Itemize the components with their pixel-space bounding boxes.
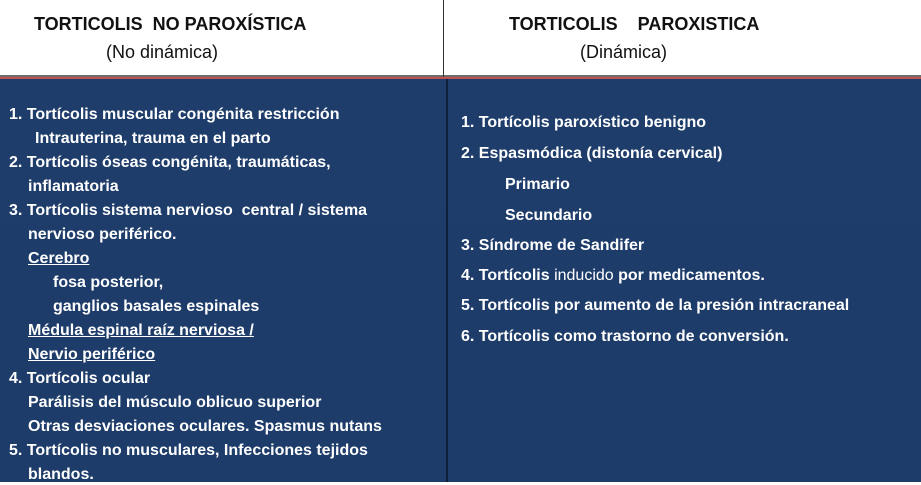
subheading-medula: Médula espinal raíz nerviosa / <box>28 322 254 339</box>
list-item: 2. Espasmódica (distonía cervical) <box>461 145 723 162</box>
right-title: TORTICOLIS PAROXISTICA <box>509 14 760 34</box>
table-header <box>0 0 921 77</box>
item-4-inducido: inducido <box>554 267 614 284</box>
list-item: 5. Tortícolis por aumento de la presión intracraneal <box>461 297 850 314</box>
item-4-prefix: 4. Tortícolis <box>461 267 555 284</box>
list-item: blandos. <box>28 466 94 483</box>
list-item: inflamatoria <box>28 178 119 195</box>
subheading-nervio: Nervio periférico <box>28 346 156 363</box>
list-item: 1. Tortícolis paroxístico benigno <box>461 114 707 131</box>
header-cell-no-paroxistica <box>0 0 443 75</box>
list-item: ganglios basales espinales <box>53 298 260 315</box>
list-item <box>461 266 765 286</box>
list-item: 5. Tortícolis no musculares, Infecciones tejidos <box>9 442 368 459</box>
header-cell-paroxistica <box>444 0 921 75</box>
list-item: 3. Tortícolis sistema nervioso central / sistema <box>9 202 368 219</box>
list-item: Parálisis del músculo oblicuo superior <box>28 394 322 411</box>
list-item: 2. Tortícolis óseas congénita, traumáticas, <box>9 154 331 171</box>
list-item: Primario <box>505 176 570 193</box>
subheading-cerebro: Cerebro <box>28 250 90 267</box>
header-separator-line <box>0 77 921 79</box>
list-item: Secundario <box>505 207 593 224</box>
right-subtitle: (Dinámica) <box>580 42 668 62</box>
list-item: 6. Tortícolis como trastorno de conversión. <box>461 328 789 345</box>
left-title: TORTICOLIS NO PAROXÍSTICA <box>34 14 307 34</box>
list-item: nervioso periférico. <box>28 226 177 243</box>
item-4-suffix: por medicamentos. <box>613 267 765 284</box>
list-item: Otras desviaciones oculares. Spasmus nutans <box>28 418 382 435</box>
list-item: 4. Tortícolis ocular <box>9 370 151 387</box>
body-divider <box>446 79 448 482</box>
left-subtitle: (No dinámica) <box>106 42 219 62</box>
list-item: 3. Síndrome de Sandifer <box>461 237 645 254</box>
list-item: Intrauterina, trauma en el parto <box>35 130 271 147</box>
list-item: fosa posterior, <box>53 274 164 291</box>
list-item: 1. Tortícolis muscular congénita restricción <box>9 106 340 123</box>
